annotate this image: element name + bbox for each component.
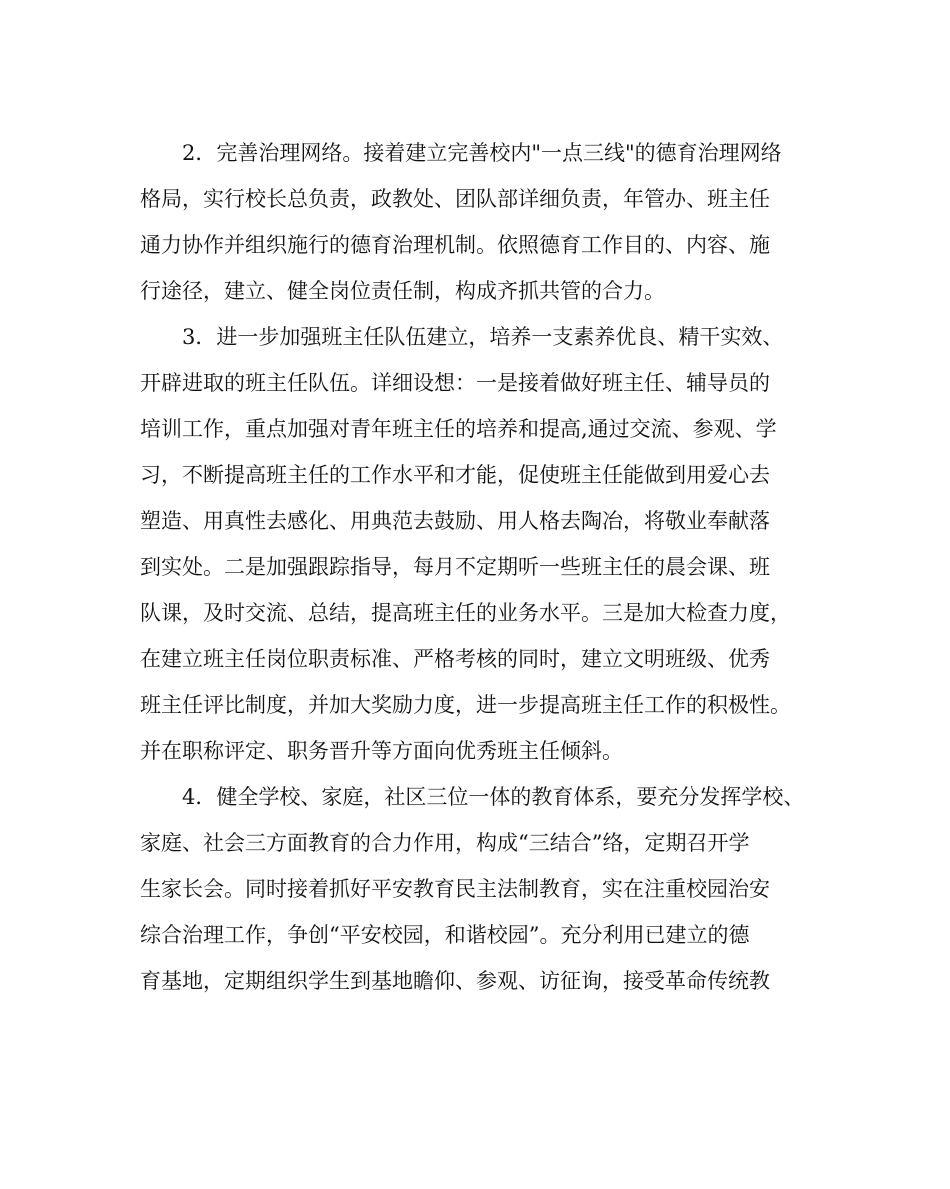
text-line: 并在职称评定、职务晋升等方面向优秀班主任倾斜。 <box>140 739 623 763</box>
text-line: 在建立班主任岗位职责标准、严格考核的同时，建立文明班级、优秀 <box>140 647 770 671</box>
text-line: 到实处。二是加强跟踪指导，每月不定期听一些班主任的晨会课、班 <box>140 555 770 579</box>
text-line: 开辟进取的班主任队伍。详细设想：一是接着做好班主任、辅导员的 <box>140 371 770 395</box>
text-line: 4．健全学校、家庭，社区三位一体的教育体系，要充分发挥学校、 <box>140 785 805 809</box>
text-line: 家庭、社会三方面教育的合力作用，构成“三结合”络，定期召开学 <box>140 831 750 855</box>
text-line: 3．进一步加强班主任队伍建立，培养一支素养优良、精干实效、 <box>140 325 784 349</box>
text-line: 培训工作，重点加强对青年班主任的培养和提高,通过交流、参观、学 <box>140 417 777 441</box>
text-line: 综合治理工作，争创“平安校园，和谐校园”。充分利用已建立的德 <box>140 923 750 947</box>
text-line: 2．完善治理网络。接着建立完善校内"一点三线"的德育治理网络 <box>140 141 782 165</box>
text-line: 生家长会。同时接着抓好平安教育民主法制教育，实在注重校园治安 <box>140 877 770 901</box>
text-line: 行途径，建立、健全岗位责任制，构成齐抓共管的合力。 <box>140 279 665 303</box>
text-line: 育基地，定期组织学生到基地瞻仰、参观、访征询，接受革命传统教 <box>140 969 770 993</box>
text-line: 班主任评比制度，并加大奖励力度，进一步提高班主任工作的积极性。 <box>140 693 791 717</box>
text-line: 习，不断提高班主任的工作水平和才能，促使班主任能做到用爱心去 <box>140 463 770 487</box>
text-line: 塑造、用真性去感化、用典范去鼓励、用人格去陶冶，将敬业奉献落 <box>140 509 770 533</box>
text-line: 队课，及时交流、总结，提高班主任的业务水平。三是加大检查力度， <box>140 601 791 625</box>
text-line: 格局，实行校长总负责，政教处、团队部详细负责，年管办、班主任 <box>140 187 770 211</box>
text-line: 通力协作并组织施行的德育治理机制。依照德育工作目的、内容、施 <box>140 233 770 257</box>
